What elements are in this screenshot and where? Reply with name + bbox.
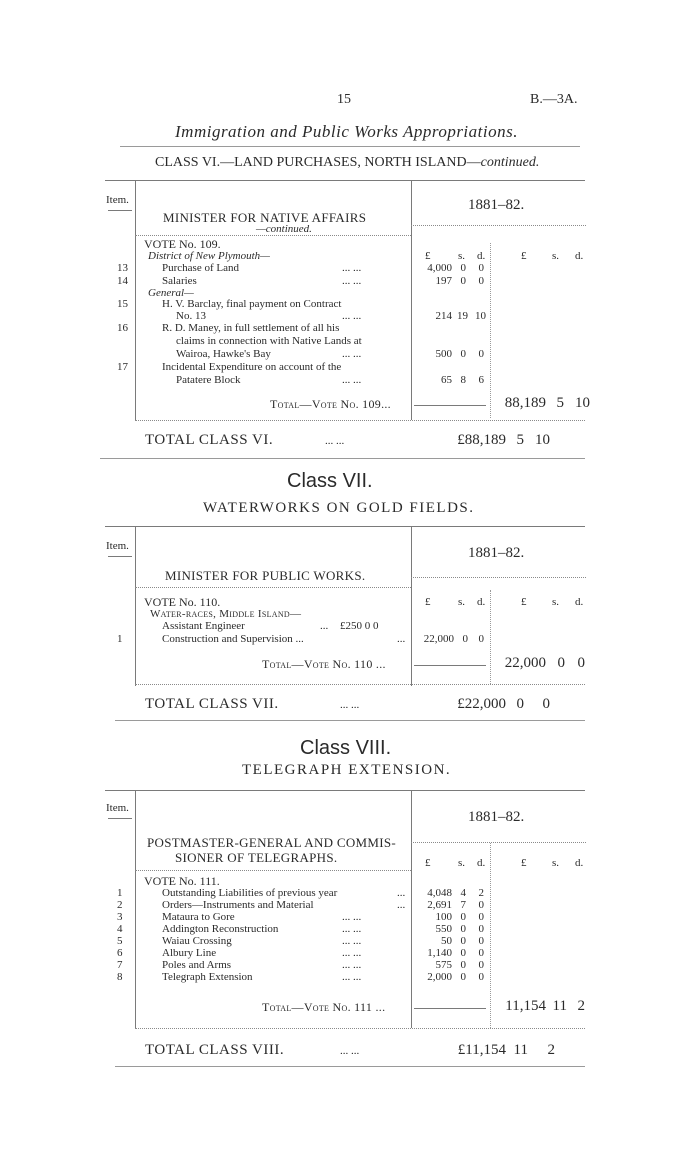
department-rule <box>135 870 411 871</box>
amount-pence: 0 <box>478 899 484 911</box>
amount-pounds: 197 <box>435 275 452 287</box>
vote-number: VOTE No. 109. <box>144 237 221 251</box>
item-description: Incidental Expenditure on account of the <box>162 361 342 373</box>
item-description: Telegraph Extension <box>162 971 253 983</box>
class-total-pence: 0 <box>542 696 550 712</box>
sub-amount: £250 0 0 <box>340 620 379 632</box>
item-header-underline <box>108 210 132 211</box>
amount-pence: 0 <box>478 923 484 935</box>
amount-pence: 0 <box>478 348 484 360</box>
amount-shillings: 0 <box>460 935 466 947</box>
amount-pence: 0 <box>478 959 484 971</box>
total-dash <box>414 1008 486 1009</box>
column-header-pounds: £ <box>425 857 431 869</box>
amount-pence: 0 <box>478 971 484 983</box>
amount-shillings: 8 <box>460 374 466 386</box>
document-reference: B.—3A. <box>530 92 578 107</box>
column-header-shillings-total: s. <box>552 596 560 608</box>
amount-shillings: 0 <box>462 633 468 645</box>
table-top-rule <box>105 180 585 181</box>
section-divider <box>115 1066 585 1067</box>
class-title: Class VII. <box>287 470 373 492</box>
amount-pence: 0 <box>478 935 484 947</box>
class-total-pounds: £11,154 <box>457 1042 506 1058</box>
item-column-divider <box>135 180 136 420</box>
class-total-pence: 2 <box>547 1042 555 1058</box>
item-column-divider <box>135 526 136 686</box>
item-number: 5 <box>117 935 123 947</box>
class-heading: TELEGRAPH EXTENSION. <box>242 762 452 778</box>
item-number: 14 <box>117 275 128 287</box>
total-dash <box>414 665 486 666</box>
item-number: 15 <box>117 298 128 310</box>
class-title: Class VIII. <box>300 737 392 759</box>
department-name: MINISTER FOR NATIVE AFFAIRS <box>163 210 367 225</box>
page-title: Immigration and Public Works Appropriations. <box>175 122 518 141</box>
class-total-pounds: £22,000 <box>457 696 506 712</box>
amount-pence: 0 <box>478 275 484 287</box>
section-divider <box>115 720 585 721</box>
item-description: Albury Line <box>162 947 217 959</box>
vote-number: VOTE No. 110. <box>144 595 221 609</box>
amount-shillings: 7 <box>460 899 466 911</box>
table-bottom-rule <box>135 420 585 421</box>
sub-column-divider <box>490 243 491 418</box>
table-bottom-rule <box>135 684 585 685</box>
amount-pounds: 500 <box>435 348 452 360</box>
vote-total-pounds: 11,154 <box>505 998 546 1014</box>
amount-shillings: 0 <box>460 348 466 360</box>
amount-pounds: 550 <box>435 923 452 935</box>
rule <box>120 146 580 147</box>
table-top-rule <box>105 790 585 791</box>
section-divider <box>100 458 585 459</box>
item-column-divider <box>135 790 136 1028</box>
leader-dots: ... ... <box>340 699 360 711</box>
column-header-pence: d. <box>477 250 486 262</box>
class-total-label: TOTAL CLASS VI. <box>145 432 274 448</box>
amount-pounds: 214 <box>435 310 452 322</box>
department-rule <box>135 587 411 588</box>
amount-shillings: 0 <box>460 911 466 923</box>
column-header-pence: d. <box>477 596 486 608</box>
amount-pounds: 100 <box>435 911 452 923</box>
amount-pence: 2 <box>478 887 484 899</box>
leader-dots: ... ... <box>325 435 345 447</box>
section-heading-class-vi <box>155 155 539 171</box>
column-header-pence-total: d. <box>575 250 584 262</box>
year-rule <box>411 577 586 578</box>
leader-dots: ... ... <box>342 935 362 947</box>
column-header-pounds-total: £ <box>521 596 527 608</box>
column-header-pence: d. <box>477 857 486 869</box>
leader-dots: ... <box>397 899 406 911</box>
item-number: 1 <box>117 633 123 645</box>
vote-total-pence: 0 <box>577 655 585 671</box>
vote-total-label: Total—Vote No. 111 ... <box>262 1000 386 1014</box>
item-number: 6 <box>117 947 123 959</box>
amount-shillings: 0 <box>460 275 466 287</box>
vote-total-pounds: 22,000 <box>504 655 546 671</box>
item-number: 16 <box>117 322 128 334</box>
item-description: Purchase of Land <box>162 262 239 274</box>
table-top-rule <box>105 526 585 527</box>
amount-pence: 0 <box>478 947 484 959</box>
amount-pounds: 2,691 <box>427 899 452 911</box>
item-description: Construction and Supervision ... <box>162 633 304 645</box>
leader-dots: ... ... <box>342 262 362 274</box>
column-header-pence-total: d. <box>575 596 584 608</box>
item-header-underline <box>108 818 132 819</box>
year-rule <box>411 842 586 843</box>
column-header-pounds: £ <box>425 596 431 608</box>
amount-pence: 0 <box>478 262 484 274</box>
column-header-pence-total: d. <box>575 857 584 869</box>
fiscal-year: 1881–82. <box>468 197 525 213</box>
leader-dots: ... ... <box>342 911 362 923</box>
leader-dots: ... <box>397 633 406 645</box>
amount-shillings: 0 <box>460 971 466 983</box>
leader-dots: ... <box>397 887 406 899</box>
subheading-water-races: Water-races, Middle Island— <box>150 608 302 620</box>
vote-total-shillings: 11 <box>552 998 567 1014</box>
fiscal-year: 1881–82. <box>468 809 525 825</box>
item-description-cont: Wairoa, Hawke's Bay <box>176 348 271 360</box>
item-number: 8 <box>117 971 123 983</box>
amount-pounds: 65 <box>441 374 452 386</box>
subheading-new-plymouth: District of New Plymouth— <box>148 250 270 262</box>
leader-dots: ... ... <box>342 959 362 971</box>
item-description-cont: No. 13 <box>176 310 206 322</box>
column-header-shillings-total: s. <box>552 857 560 869</box>
amount-shillings: 19 <box>457 310 468 322</box>
amount-shillings: 0 <box>460 959 466 971</box>
department-name-cont: SIONER OF TELEGRAPHS. <box>175 850 338 865</box>
item-description-cont: Patatere Block <box>176 374 241 386</box>
class-total-pence: 10 <box>535 432 550 448</box>
item-number: 2 <box>117 899 123 911</box>
item-description: Assistant Engineer <box>162 620 245 632</box>
item-number: 13 <box>117 262 128 274</box>
item-description-cont: claims in connection with Native Lands at <box>176 335 362 347</box>
class-total-label: TOTAL CLASS VIII. <box>145 1042 285 1058</box>
item-description: R. D. Maney, in full settlement of all his <box>162 322 340 334</box>
class-total-shillings: 0 <box>516 696 524 712</box>
page-number: 15 <box>337 92 351 107</box>
column-header-shillings: s. <box>458 250 466 262</box>
vote-total-label: Total—Vote No. 110 ... <box>262 657 386 671</box>
subheading-general: General— <box>148 287 194 299</box>
class-total-shillings: 11 <box>513 1042 528 1058</box>
item-header-underline <box>108 556 132 557</box>
vote-total-shillings: 0 <box>557 655 565 671</box>
item-description: H. V. Barclay, final payment on Contract <box>162 298 342 310</box>
amount-pounds: 22,000 <box>423 633 454 645</box>
class-total-label: TOTAL CLASS VII. <box>145 696 279 712</box>
vote-number: VOTE No. 111. <box>144 874 220 888</box>
leader-dots: ... ... <box>340 1045 360 1057</box>
amount-pounds: 575 <box>435 959 452 971</box>
amount-column-divider <box>411 526 412 686</box>
item-column-header: Item. <box>106 802 129 814</box>
amount-pounds: 50 <box>441 935 452 947</box>
item-description: Waiau Crossing <box>162 935 232 947</box>
item-number: 1 <box>117 887 123 899</box>
amount-shillings: 4 <box>460 887 466 899</box>
column-header-pounds-total: £ <box>521 250 527 262</box>
column-header-pounds: £ <box>425 250 431 262</box>
heading-text: CLASS VI.—LAND PURCHASES, NORTH ISLAND— <box>155 155 481 170</box>
leader-dots: ... ... <box>342 971 362 983</box>
amount-pence: 0 <box>478 633 484 645</box>
vote-total-pounds: 88,189 <box>504 395 546 411</box>
class-heading: WATERWORKS ON GOLD FIELDS. <box>203 500 475 516</box>
amount-pounds: 2,000 <box>427 971 452 983</box>
column-header-shillings-total: s. <box>552 250 560 262</box>
amount-pence: 6 <box>478 374 484 386</box>
leader-dots: ... <box>320 620 329 632</box>
item-column-header: Item. <box>106 540 129 552</box>
item-number: 4 <box>117 923 123 935</box>
item-number: 17 <box>117 361 128 373</box>
department-continued: —continued. <box>256 223 312 235</box>
vote-total-pence: 10 <box>575 395 590 411</box>
total-dash <box>414 405 486 406</box>
item-description: Mataura to Gore <box>162 911 235 923</box>
item-description: Addington Reconstruction <box>162 923 279 935</box>
year-rule <box>411 225 586 226</box>
item-description: Outstanding Liabilities of previous year <box>162 887 338 899</box>
amount-shillings: 0 <box>460 262 466 274</box>
fiscal-year: 1881–82. <box>468 545 525 561</box>
amount-shillings: 0 <box>460 923 466 935</box>
item-number: 3 <box>117 911 123 923</box>
leader-dots: ... ... <box>342 310 362 322</box>
leader-dots: ... ... <box>342 348 362 360</box>
department-name: MINISTER FOR PUBLIC WORKS. <box>165 568 366 583</box>
column-header-shillings: s. <box>458 857 466 869</box>
amount-shillings: 0 <box>460 947 466 959</box>
vote-total-label: Total—Vote No. 109... <box>270 397 391 411</box>
department-rule <box>135 235 411 236</box>
department-name: POSTMASTER-GENERAL AND COMMIS- <box>147 835 397 850</box>
table-bottom-rule <box>135 1028 585 1029</box>
leader-dots: ... ... <box>342 923 362 935</box>
leader-dots: ... ... <box>342 374 362 386</box>
class-total-shillings: 5 <box>516 432 524 448</box>
amount-pence: 0 <box>478 911 484 923</box>
vote-total-pence: 2 <box>577 998 585 1014</box>
class-total-pounds: £88,189 <box>457 432 506 448</box>
leader-dots: ... ... <box>342 947 362 959</box>
amount-pounds: 1,140 <box>427 947 452 959</box>
amount-pence: 10 <box>475 310 486 322</box>
item-description: Poles and Arms <box>162 959 232 971</box>
item-column-header: Item. <box>106 194 129 206</box>
item-description: Orders—Instruments and Material <box>162 899 314 911</box>
amount-pounds: 4,048 <box>427 887 452 899</box>
column-header-pounds-total: £ <box>521 857 527 869</box>
leader-dots: ... ... <box>342 275 362 287</box>
vote-total-shillings: 5 <box>556 395 564 411</box>
column-header-shillings: s. <box>458 596 466 608</box>
item-description: Salaries <box>162 275 197 287</box>
heading-continued: continued. <box>480 155 540 170</box>
item-number: 7 <box>117 959 123 971</box>
amount-pounds: 4,000 <box>427 262 452 274</box>
